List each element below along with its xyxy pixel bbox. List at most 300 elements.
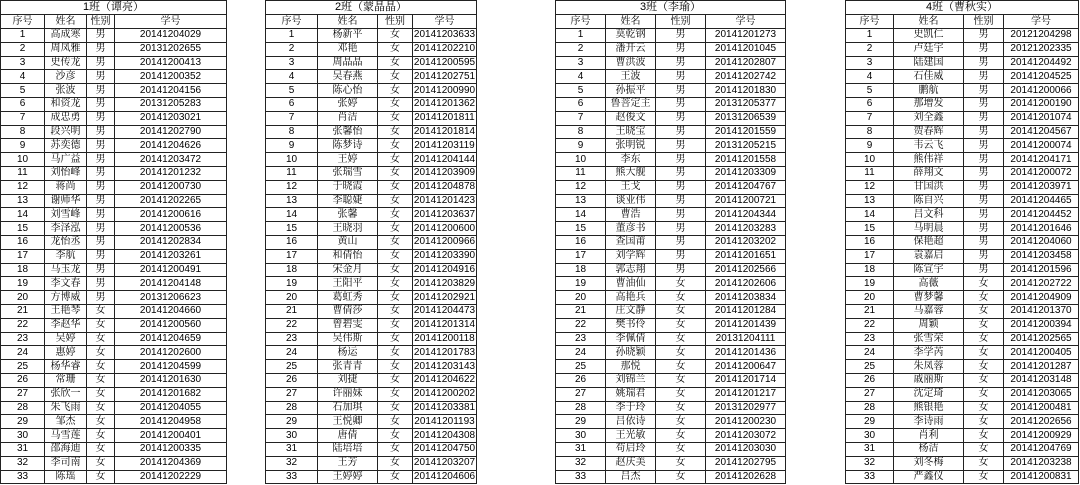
student-id-cell: 20141200230: [706, 415, 786, 429]
name-cell: 曹倩莎: [318, 305, 378, 319]
name-cell: 成忠勇: [45, 112, 87, 126]
student-id-cell: 20141201714: [706, 374, 786, 388]
name-cell: 刘怡峰: [45, 167, 87, 181]
student-id-cell: 20141200491: [115, 264, 227, 278]
class-4-table: [845, 0, 1079, 484]
name-cell: 保艳超: [894, 236, 964, 250]
gender-cell: 女: [87, 305, 115, 319]
gender-cell: 女: [964, 471, 1004, 485]
student-id-cell: 20141204369: [115, 457, 227, 471]
student-id-cell: 20141204148: [115, 277, 227, 291]
seq-cell: 3: [556, 57, 606, 71]
student-id-cell: 20141204029: [115, 29, 227, 43]
name-cell: 曾碧雯: [318, 319, 378, 333]
gender-cell: 女: [964, 305, 1004, 319]
class-1-table: [0, 0, 227, 484]
gender-cell: 男: [964, 195, 1004, 209]
gender-cell: 女: [378, 415, 413, 429]
name-cell: 曹浩: [606, 208, 656, 222]
name-cell: 朱飞雨: [45, 402, 87, 416]
gender-cell: 男: [964, 208, 1004, 222]
seq-cell: 13: [1, 195, 45, 209]
seq-cell: 17: [1, 250, 45, 264]
name-cell: 许丽妹: [318, 388, 378, 402]
seq-cell: 14: [266, 208, 318, 222]
gender-cell: 男: [87, 139, 115, 153]
gender-cell: 男: [87, 195, 115, 209]
name-cell: 曹油仙: [606, 277, 656, 291]
student-id-cell: 20141204144: [413, 153, 477, 167]
gender-cell: 男: [964, 222, 1004, 236]
gender-cell: 女: [87, 374, 115, 388]
seq-cell: 5: [266, 84, 318, 98]
name-cell: 马嘉蓉: [894, 305, 964, 319]
student-id-cell: 20141200202: [413, 388, 477, 402]
header-student-id: 学号: [413, 15, 477, 29]
seq-cell: 6: [1, 98, 45, 112]
student-id-cell: 20141203834: [706, 291, 786, 305]
gender-cell: 女: [656, 457, 706, 471]
gender-cell: 男: [87, 264, 115, 278]
header-gender: 性别: [964, 15, 1004, 29]
name-cell: 熊伟祥: [894, 153, 964, 167]
name-cell: 吴伟斯: [318, 333, 378, 347]
gender-cell: 女: [964, 402, 1004, 416]
student-id-cell: 20141200074: [1004, 139, 1079, 153]
student-id-cell: 20131204111: [706, 333, 786, 347]
seq-cell: 5: [846, 84, 894, 98]
gender-cell: 男: [656, 126, 706, 140]
student-id-cell: 20131205377: [706, 98, 786, 112]
student-id-cell: 20141200966: [413, 236, 477, 250]
gender-cell: 男: [964, 84, 1004, 98]
gender-cell: 女: [378, 43, 413, 57]
gender-cell: 男: [87, 208, 115, 222]
seq-cell: 27: [266, 388, 318, 402]
name-cell: 王悦卿: [318, 415, 378, 429]
student-id-cell: 20141203202: [706, 236, 786, 250]
seq-cell: 3: [846, 57, 894, 71]
header-name: 姓名: [894, 15, 964, 29]
gender-cell: 女: [87, 346, 115, 360]
gender-cell: 女: [656, 346, 706, 360]
seq-cell: 32: [266, 457, 318, 471]
name-cell: 吕杰: [606, 471, 656, 485]
gender-cell: 男: [656, 222, 706, 236]
name-cell: 唐倩: [318, 429, 378, 443]
seq-cell: 23: [266, 333, 318, 347]
gender-cell: 女: [378, 471, 413, 485]
seq-cell: 26: [846, 374, 894, 388]
student-id-cell: 20141203458: [1004, 250, 1079, 264]
gender-cell: 女: [378, 139, 413, 153]
seq-cell: 33: [846, 471, 894, 485]
student-id-cell: 20141203633: [413, 29, 477, 43]
gender-cell: 女: [378, 29, 413, 43]
gender-cell: 女: [378, 153, 413, 167]
name-cell: 吴婷: [45, 333, 87, 347]
student-id-cell: 20141200990: [413, 84, 477, 98]
seq-cell: 14: [556, 208, 606, 222]
name-cell: 鹏航: [894, 84, 964, 98]
seq-cell: 2: [266, 43, 318, 57]
seq-cell: 21: [1, 305, 45, 319]
name-cell: 刘学辉: [606, 250, 656, 264]
name-cell: 史凯仁: [894, 29, 964, 43]
class-2-table: [265, 0, 477, 484]
name-cell: 张馨怡: [318, 126, 378, 140]
seq-cell: 19: [556, 277, 606, 291]
seq-cell: 24: [1, 346, 45, 360]
student-id-cell: 20141204055: [115, 402, 227, 416]
gender-cell: 女: [378, 457, 413, 471]
gender-cell: 女: [656, 291, 706, 305]
student-id-cell: 20141201682: [115, 388, 227, 402]
student-id-cell: 20141200647: [706, 360, 786, 374]
student-id-cell: 20141200335: [115, 443, 227, 457]
student-id-cell: 20141202742: [706, 70, 786, 84]
seq-cell: 24: [266, 346, 318, 360]
name-cell: 王光敏: [606, 429, 656, 443]
student-id-cell: 20131205283: [115, 98, 227, 112]
name-cell: 严鑫仪: [894, 471, 964, 485]
class-title: 2班（蒙晶晶）: [266, 1, 477, 15]
student-id-cell: 20141204626: [115, 139, 227, 153]
gender-cell: 男: [656, 236, 706, 250]
student-id-cell: 20131206539: [706, 112, 786, 126]
seq-cell: 30: [556, 429, 606, 443]
gender-cell: 男: [87, 222, 115, 236]
student-id-cell: 20141201273: [706, 29, 786, 43]
gender-cell: 男: [87, 236, 115, 250]
name-cell: 陈宣宇: [894, 264, 964, 278]
gender-cell: 男: [656, 153, 706, 167]
gender-cell: 男: [964, 57, 1004, 71]
seq-cell: 13: [556, 195, 606, 209]
seq-cell: 10: [266, 153, 318, 167]
class-title: 4班（曹秋实）: [846, 1, 1079, 15]
seq-cell: 29: [266, 415, 318, 429]
student-id-cell: 20141200616: [115, 208, 227, 222]
name-cell: 王戈: [606, 181, 656, 195]
student-id-cell: 20141204660: [115, 305, 227, 319]
name-cell: 王晓宝: [606, 126, 656, 140]
name-cell: 王阳平: [318, 277, 378, 291]
student-id-cell: 20141204452: [1004, 208, 1079, 222]
gender-cell: 男: [656, 98, 706, 112]
student-id-cell: 20141201830: [706, 84, 786, 98]
student-id-cell: 20141200072: [1004, 167, 1079, 181]
student-id-cell: 20141201362: [413, 98, 477, 112]
name-cell: 赵俊文: [606, 112, 656, 126]
name-cell: 李文春: [45, 277, 87, 291]
student-id-cell: 20141203261: [115, 250, 227, 264]
name-cell: 韦云飞: [894, 139, 964, 153]
name-cell: 莫乾钢: [606, 29, 656, 43]
seq-cell: 27: [846, 388, 894, 402]
seq-cell: 28: [556, 402, 606, 416]
gender-cell: 女: [656, 277, 706, 291]
gender-cell: 女: [87, 457, 115, 471]
student-id-cell: 20141204492: [1004, 57, 1079, 71]
seq-cell: 4: [846, 70, 894, 84]
student-id-cell: 20141204473: [413, 305, 477, 319]
seq-cell: 17: [556, 250, 606, 264]
student-id-cell: 20141203119: [413, 139, 477, 153]
gender-cell: 男: [656, 264, 706, 278]
seq-cell: 9: [846, 139, 894, 153]
name-cell: 戚丽斯: [894, 374, 964, 388]
student-id-cell: 20141201045: [706, 43, 786, 57]
header-gender: 性别: [656, 15, 706, 29]
seq-cell: 7: [1, 112, 45, 126]
student-id-cell: 20141201284: [706, 305, 786, 319]
name-cell: 李赵华: [45, 319, 87, 333]
seq-cell: 30: [266, 429, 318, 443]
seq-cell: 2: [1, 43, 45, 57]
name-cell: 赵庆美: [606, 457, 656, 471]
student-id-cell: 20141202628: [706, 471, 786, 485]
name-cell: 陈梦诗: [318, 139, 378, 153]
name-cell: 张瑞雪: [318, 167, 378, 181]
student-id-cell: 20141201651: [706, 250, 786, 264]
gender-cell: 女: [378, 346, 413, 360]
gender-cell: 女: [656, 388, 706, 402]
seq-cell: 31: [846, 443, 894, 457]
gender-cell: 女: [87, 415, 115, 429]
student-id-cell: 20141204156: [115, 84, 227, 98]
name-cell: 陆建国: [894, 57, 964, 71]
gender-cell: 女: [378, 360, 413, 374]
name-cell: 宋金月: [318, 264, 378, 278]
student-id-cell: 20141203238: [1004, 457, 1079, 471]
seq-cell: 25: [1, 360, 45, 374]
seq-cell: 4: [1, 70, 45, 84]
seq-cell: 15: [556, 222, 606, 236]
gender-cell: 女: [964, 374, 1004, 388]
student-id-cell: 20121202335: [1004, 43, 1079, 57]
name-cell: 王艳琴: [45, 305, 87, 319]
gender-cell: 男: [87, 291, 115, 305]
gender-cell: 女: [87, 360, 115, 374]
seq-cell: 9: [556, 139, 606, 153]
gender-cell: 男: [656, 181, 706, 195]
name-cell: 曹洪波: [606, 57, 656, 71]
name-cell: 肖洁: [318, 112, 378, 126]
seq-cell: 20: [1, 291, 45, 305]
seq-cell: 1: [266, 29, 318, 43]
name-cell: 贺春辉: [894, 126, 964, 140]
name-cell: 邵海迪: [45, 443, 87, 457]
name-cell: 朱凤蓉: [894, 360, 964, 374]
gender-cell: 女: [964, 415, 1004, 429]
gender-cell: 女: [378, 98, 413, 112]
seq-cell: 12: [1, 181, 45, 195]
gender-cell: 男: [964, 43, 1004, 57]
seq-cell: 12: [556, 181, 606, 195]
seq-cell: 25: [846, 360, 894, 374]
name-cell: 王波: [606, 70, 656, 84]
student-id-cell: 20141203909: [413, 167, 477, 181]
name-cell: 苏奕德: [45, 139, 87, 153]
name-cell: 王晓羽: [318, 222, 378, 236]
header-seq: 序号: [266, 15, 318, 29]
gender-cell: 女: [656, 319, 706, 333]
student-id-cell: 20141203381: [413, 402, 477, 416]
seq-cell: 16: [266, 236, 318, 250]
gender-cell: 女: [378, 443, 413, 457]
seq-cell: 22: [1, 319, 45, 333]
gender-cell: 男: [87, 70, 115, 84]
seq-cell: 7: [846, 112, 894, 126]
seq-cell: 4: [556, 70, 606, 84]
gender-cell: 女: [87, 319, 115, 333]
seq-cell: 7: [556, 112, 606, 126]
name-cell: 黄山: [318, 236, 378, 250]
gender-cell: 男: [87, 112, 115, 126]
seq-cell: 22: [846, 319, 894, 333]
name-cell: 董彦书: [606, 222, 656, 236]
gender-cell: 女: [378, 429, 413, 443]
student-id-cell: 20141203021: [115, 112, 227, 126]
name-cell: 马雪莲: [45, 429, 87, 443]
seq-cell: 1: [846, 29, 894, 43]
name-cell: 史传龙: [45, 57, 87, 71]
name-cell: 李诗雨: [894, 415, 964, 429]
name-cell: 庄文静: [606, 305, 656, 319]
student-id-cell: 20141200405: [1004, 346, 1079, 360]
header-name: 姓名: [606, 15, 656, 29]
student-id-cell: 20141202606: [706, 277, 786, 291]
name-cell: 石加琪: [318, 402, 378, 416]
gender-cell: 女: [964, 319, 1004, 333]
seq-cell: 15: [1, 222, 45, 236]
header-name: 姓名: [318, 15, 378, 29]
student-id-cell: 20141202229: [115, 471, 227, 485]
student-id-cell: 20141204606: [413, 471, 477, 485]
seq-cell: 9: [1, 139, 45, 153]
student-id-cell: 20141201193: [413, 415, 477, 429]
gender-cell: 男: [87, 57, 115, 71]
seq-cell: 16: [556, 236, 606, 250]
gender-cell: 男: [964, 153, 1004, 167]
student-id-cell: 20141201314: [413, 319, 477, 333]
gender-cell: 女: [656, 333, 706, 347]
seq-cell: 9: [266, 139, 318, 153]
student-id-cell: 20141204622: [413, 374, 477, 388]
name-cell: 潘开云: [606, 43, 656, 57]
student-id-cell: 20141202921: [413, 291, 477, 305]
gender-cell: 女: [964, 388, 1004, 402]
student-id-cell: 20141203143: [413, 360, 477, 374]
seq-cell: 22: [266, 319, 318, 333]
name-cell: 沈定琦: [894, 388, 964, 402]
gender-cell: 女: [378, 305, 413, 319]
seq-cell: 19: [846, 277, 894, 291]
student-id-cell: 20141201217: [706, 388, 786, 402]
seq-cell: 14: [846, 208, 894, 222]
gender-cell: 女: [964, 277, 1004, 291]
gender-cell: 女: [964, 443, 1004, 457]
seq-cell: 14: [1, 208, 45, 222]
name-cell: 樊书伶: [606, 319, 656, 333]
name-cell: 袁嘉启: [894, 250, 964, 264]
seq-cell: 8: [1, 126, 45, 140]
student-id-cell: 20131206623: [115, 291, 227, 305]
student-id-cell: 20141202722: [1004, 277, 1079, 291]
seq-cell: 18: [846, 264, 894, 278]
seq-cell: 32: [556, 457, 606, 471]
name-cell: 刘全鑫: [894, 112, 964, 126]
name-cell: 苟启玲: [606, 443, 656, 457]
seq-cell: 10: [1, 153, 45, 167]
seq-cell: 12: [846, 181, 894, 195]
gender-cell: 男: [656, 70, 706, 84]
student-id-cell: 20141201783: [413, 346, 477, 360]
gender-cell: 男: [656, 29, 706, 43]
gender-cell: 女: [87, 471, 115, 485]
gender-cell: 女: [378, 208, 413, 222]
gender-cell: 女: [87, 402, 115, 416]
gender-cell: 女: [87, 333, 115, 347]
name-cell: 杨新平: [318, 29, 378, 43]
student-id-cell: 20141200595: [413, 57, 477, 71]
student-id-cell: 20141200066: [1004, 84, 1079, 98]
name-cell: 马广益: [45, 153, 87, 167]
seq-cell: 33: [556, 471, 606, 485]
gender-cell: 男: [87, 43, 115, 57]
student-id-cell: 20141204916: [413, 264, 477, 278]
student-id-cell: 20141202265: [115, 195, 227, 209]
seq-cell: 21: [556, 305, 606, 319]
student-id-cell: 20141204171: [1004, 153, 1079, 167]
name-cell: 段兴明: [45, 126, 87, 140]
name-cell: 姚瑞君: [606, 388, 656, 402]
gender-cell: 女: [656, 305, 706, 319]
class-3-table: [555, 0, 786, 484]
name-cell: 张欣一: [45, 388, 87, 402]
student-id-cell: 20141204767: [706, 181, 786, 195]
name-cell: 谈业伟: [606, 195, 656, 209]
seq-cell: 6: [556, 98, 606, 112]
student-id-cell: 20141203030: [706, 443, 786, 457]
student-id-cell: 20131202655: [115, 43, 227, 57]
class-title: 1班（谭亮）: [1, 1, 227, 15]
name-cell: 龙怡丞: [45, 236, 87, 250]
name-cell: 熊银艳: [894, 402, 964, 416]
student-id-cell: 20141203390: [413, 250, 477, 264]
seq-cell: 23: [1, 333, 45, 347]
student-id-cell: 20141204308: [413, 429, 477, 443]
name-cell: 谢师华: [45, 195, 87, 209]
gender-cell: 男: [964, 29, 1004, 43]
student-id-cell: 20141203065: [1004, 388, 1079, 402]
student-id-cell: 20141200401: [115, 429, 227, 443]
student-id-cell: 20141201074: [1004, 112, 1079, 126]
student-id-cell: 20141203637: [413, 208, 477, 222]
gender-cell: 女: [656, 415, 706, 429]
seq-cell: 24: [846, 346, 894, 360]
seq-cell: 15: [266, 222, 318, 236]
name-cell: 李东: [606, 153, 656, 167]
student-id-cell: 20121204298: [1004, 29, 1079, 43]
gender-cell: 女: [378, 181, 413, 195]
student-id-cell: 20141201370: [1004, 305, 1079, 319]
seq-cell: 1: [1, 29, 45, 43]
header-gender: 性别: [87, 15, 115, 29]
name-cell: 李于玲: [606, 402, 656, 416]
seq-cell: 13: [266, 195, 318, 209]
